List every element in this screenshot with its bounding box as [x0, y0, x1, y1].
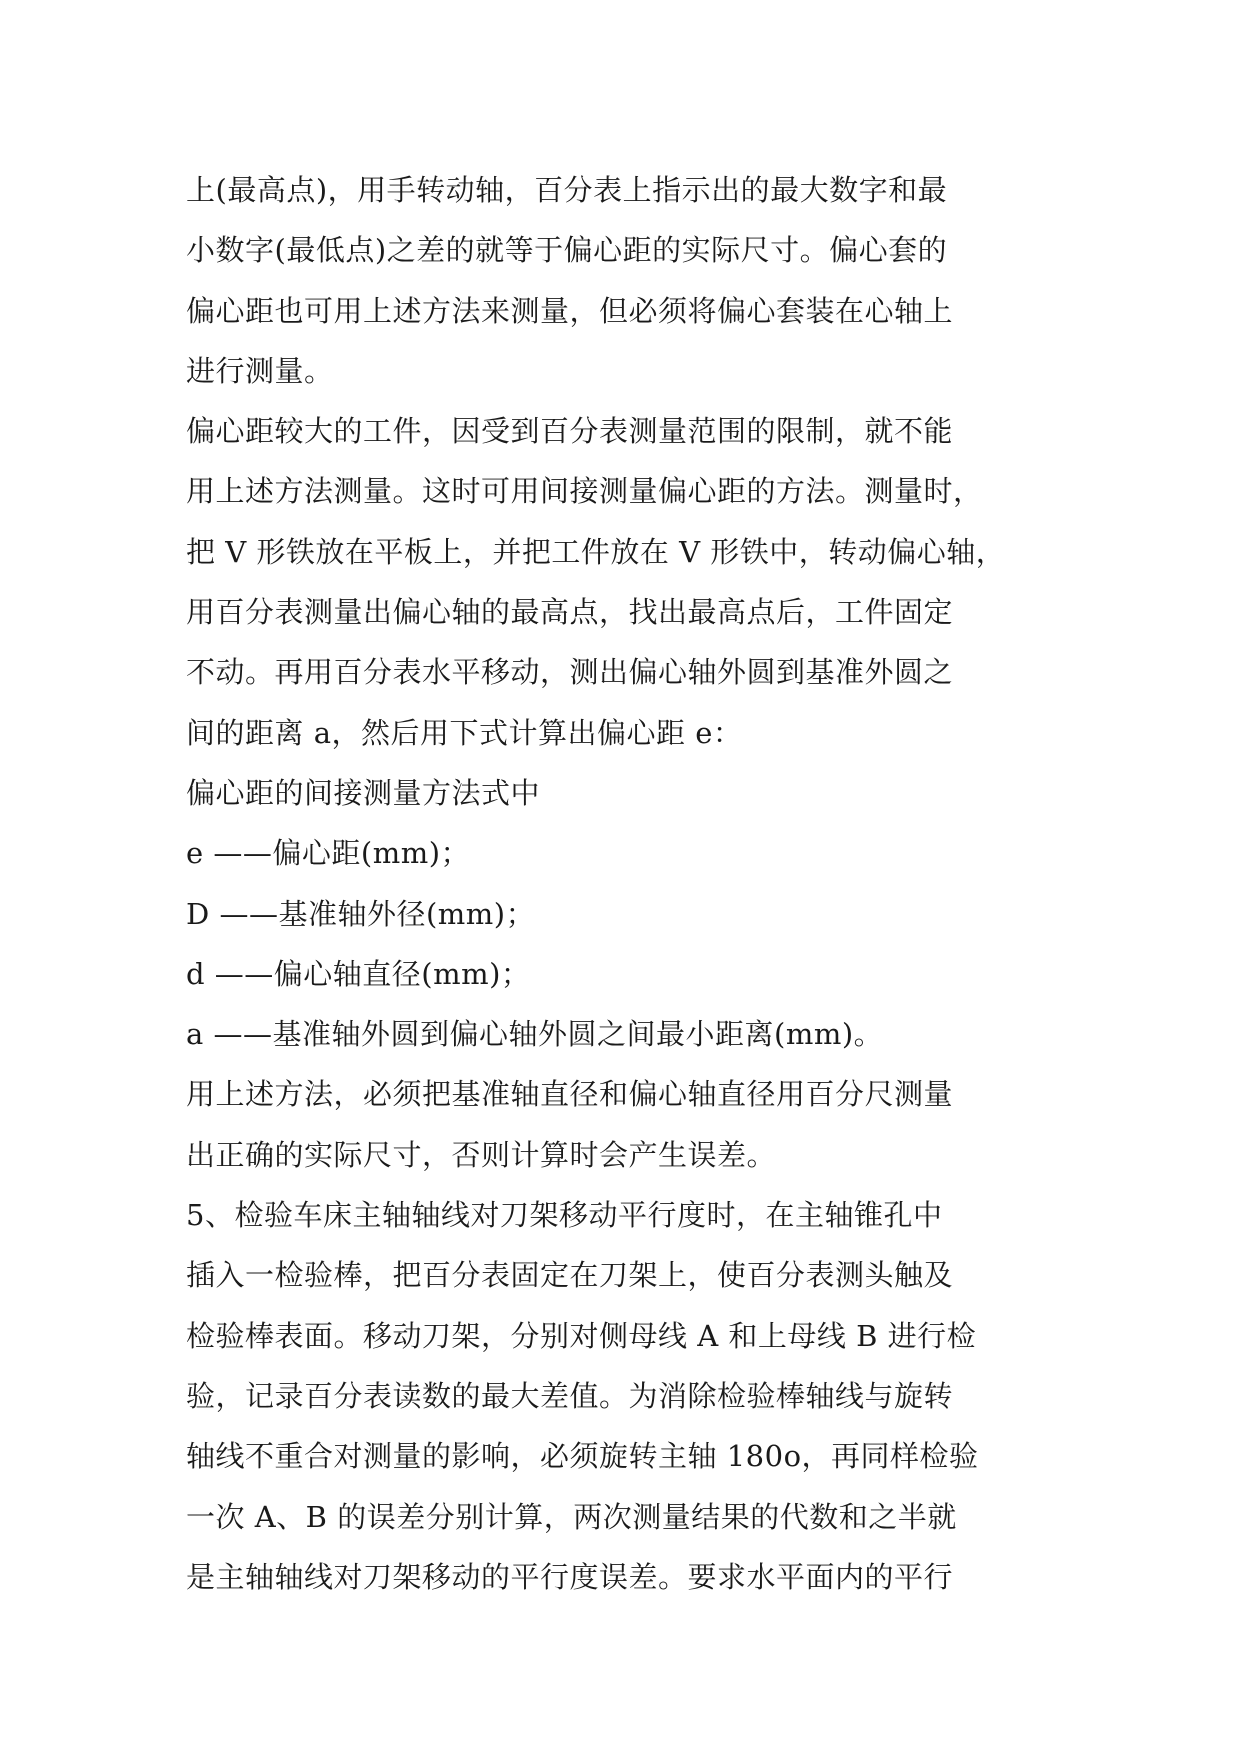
text-line: 进行测量。: [186, 353, 334, 388]
text-line: 轴线不重合对测量的影响，必须旋转主轴 180o，再同样检验: [186, 1439, 979, 1474]
definition-line: e ——偏心距(mm)；: [186, 836, 471, 871]
text-line: 是主轴轴线对刀架移动的平行度误差。要求水平面内的平行: [186, 1559, 954, 1594]
text-line: 小数字(最低点)之差的就等于偏心距的实际尺寸。偏心套的: [186, 233, 948, 268]
text-line: 验，记录百分表读数的最大差值。为消除检验棒轴线与旋转: [186, 1378, 954, 1413]
text-line: 间的距离 a，然后用下式计算出偏心距 e：: [186, 715, 743, 750]
text-line: 插入一检验棒，把百分表固定在刀架上，使百分表测头触及: [186, 1258, 954, 1293]
text-line: 用上述方法，必须把基准轴直径和偏心轴直径用百分尺测量: [186, 1077, 954, 1112]
text-line: 检验棒表面。移动刀架，分别对侧母线 A 和上母线 B 进行检: [186, 1318, 977, 1353]
text-line: 偏心距也可用上述方法来测量，但必须将偏心套装在心轴上: [186, 293, 954, 328]
body-text: [186, 160, 1066, 1607]
text-line: 5、检验车床主轴轴线对刀架移动平行度时，在主轴锥孔中: [186, 1198, 943, 1233]
text-line: 偏心距的间接测量方法式中: [186, 775, 541, 810]
text-line: 用上述方法测量。这时可用间接测量偏心距的方法。测量时，: [186, 474, 983, 509]
definition-line: d ——偏心轴直径(mm)；: [186, 956, 531, 991]
text-line: 出正确的实际尺寸，否则计算时会产生误差。: [186, 1137, 777, 1172]
text-line: 偏心距较大的工件，因受到百分表测量范围的限制，就不能: [186, 414, 954, 449]
text-line: 用百分表测量出偏心轴的最高点，找出最高点后，工件固定: [186, 595, 954, 630]
definition-line: D ——基准轴外径(mm)；: [186, 896, 536, 931]
text-line: 不动。再用百分表水平移动，测出偏心轴外圆到基准外圆之: [186, 655, 954, 690]
text-line: 一次 A、B 的误差分别计算，两次测量结果的代数和之半就: [186, 1499, 957, 1534]
definition-line: a ——基准轴外圆到偏心轴外圆之间最小距离(mm)。: [186, 1017, 884, 1052]
text-line: 把 V 形铁放在平板上，并把工件放在 V 形铁中，转动偏心轴，: [186, 534, 1006, 569]
text-line: 上(最高点)，用手转动轴，百分表上指示出的最大数字和最: [186, 173, 948, 207]
